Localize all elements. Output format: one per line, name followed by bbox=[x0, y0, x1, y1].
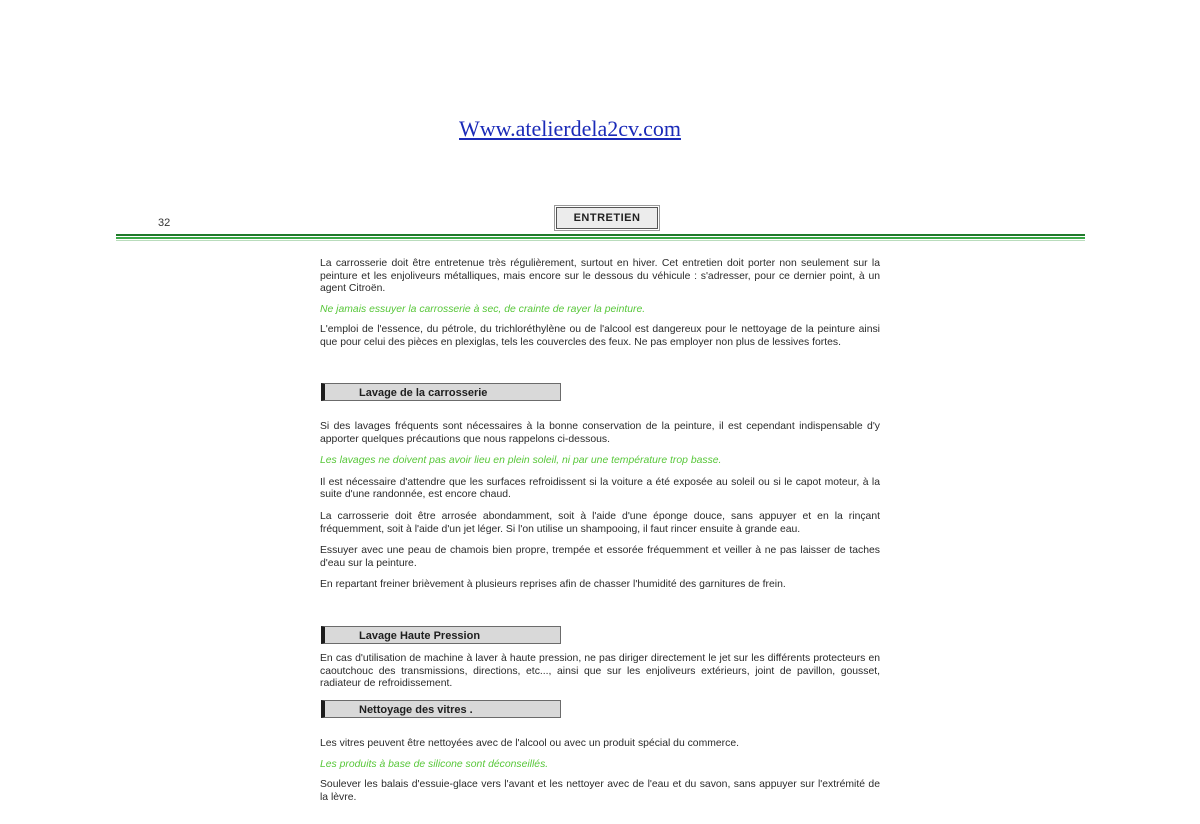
lavage-paragraph-3: La carrosserie doit être arrosée abondamment, soit à l'aide d'une éponge douce, sans appuyer et en la rinçant fréquemment, soit à l'aide d'un jet léger. Si l'on utilise un shampooing, il faut rincer ensuite à grande eau. bbox=[320, 510, 880, 535]
lavage-paragraph-2: Il est nécessaire d'attendre que les surfaces refroidissent si la voiture a été exposée au soleil ou si le capot moteur, à la suite d'une randonnée, est encore chaud. bbox=[320, 476, 880, 501]
section-title-vitres: Nettoyage des vitres . bbox=[321, 700, 561, 718]
intro-paragraph-1: La carrosserie doit être entretenue très régulièrement, surtout en hiver. Cet entretien doit porter non seulement sur la peinture et les enjoliveurs métalliques, mais encore sur le dessous du véhicule : s'adresser, pour ce dernier point, à un agent Citroën. bbox=[320, 258, 880, 295]
lavage-paragraph-5: En repartant freiner brièvement à plusieurs reprises afin de chasser l'humidité des garnitures de frein. bbox=[320, 579, 786, 591]
haute-pression-paragraph: En cas d'utilisation de machine à laver à haute pression, ne pas diriger directement le jet sur les différents protecteurs en caoutchouc des transmissions, directions, etc..., ainsi que sur les enjoliveurs extérieurs, joint de pavillon, gousset, radiateur de refroidissement. bbox=[320, 653, 880, 690]
header-rule-dark bbox=[116, 234, 1085, 236]
lavage-section bbox=[320, 421, 880, 592]
lavage-warning: Les lavages ne doivent pas avoir lieu en plein soleil, ni par une température trop basse. bbox=[320, 455, 722, 467]
website-link[interactable]: Www.atelierdela2cv.com bbox=[459, 116, 681, 141]
section-title-haute-pression: Lavage Haute Pression bbox=[321, 626, 561, 644]
header-rule-light bbox=[116, 237, 1085, 239]
section-title-lavage: Lavage de la carrosserie bbox=[321, 383, 561, 401]
intro-section bbox=[320, 258, 880, 350]
chapter-header: ENTRETIEN bbox=[556, 207, 658, 229]
haute-pression-section bbox=[320, 653, 880, 691]
lavage-paragraph-1: Si des lavages fréquents sont nécessaires à la bonne conservation de la peinture, il est cependant indispensable d'y apporter quelques précautions que nous rappelons ci-dessous. bbox=[320, 421, 880, 445]
vitres-paragraph-2: Soulever les balais d'essuie-glace vers l'avant et les nettoyer avec de l'eau et du savon, sans appuyer sur l'extrémité de la lèvre. bbox=[320, 779, 880, 803]
vitres-paragraph-1: Les vitres peuvent être nettoyées avec de l'alcool ou avec un produit spécial du commerce. bbox=[320, 738, 739, 749]
lavage-paragraph-4: Essuyer avec une peau de chamois bien propre, trempée et essorée fréquemment et veiller à ne pas laisser de taches d'eau sur la peinture. bbox=[320, 545, 880, 569]
header-rule-shadow bbox=[116, 240, 1085, 241]
vitres-warning: Les produits à base de silicone sont déconseillés. bbox=[320, 758, 549, 770]
vitres-section bbox=[320, 738, 880, 804]
page-number: 32 bbox=[158, 217, 171, 229]
intro-paragraph-2: L'emploi de l'essence, du pétrole, du trichloréthylène ou de l'alcool est dangereux pour le nettoyage de la peinture ainsi que pour celui des pièces en plexiglas, tels les couvercles des feux. Ne pas employer non plus de lessives fortes. bbox=[320, 324, 880, 348]
intro-warning: Ne jamais essuyer la carrosserie à sec, de crainte de rayer la peinture. bbox=[320, 303, 646, 315]
